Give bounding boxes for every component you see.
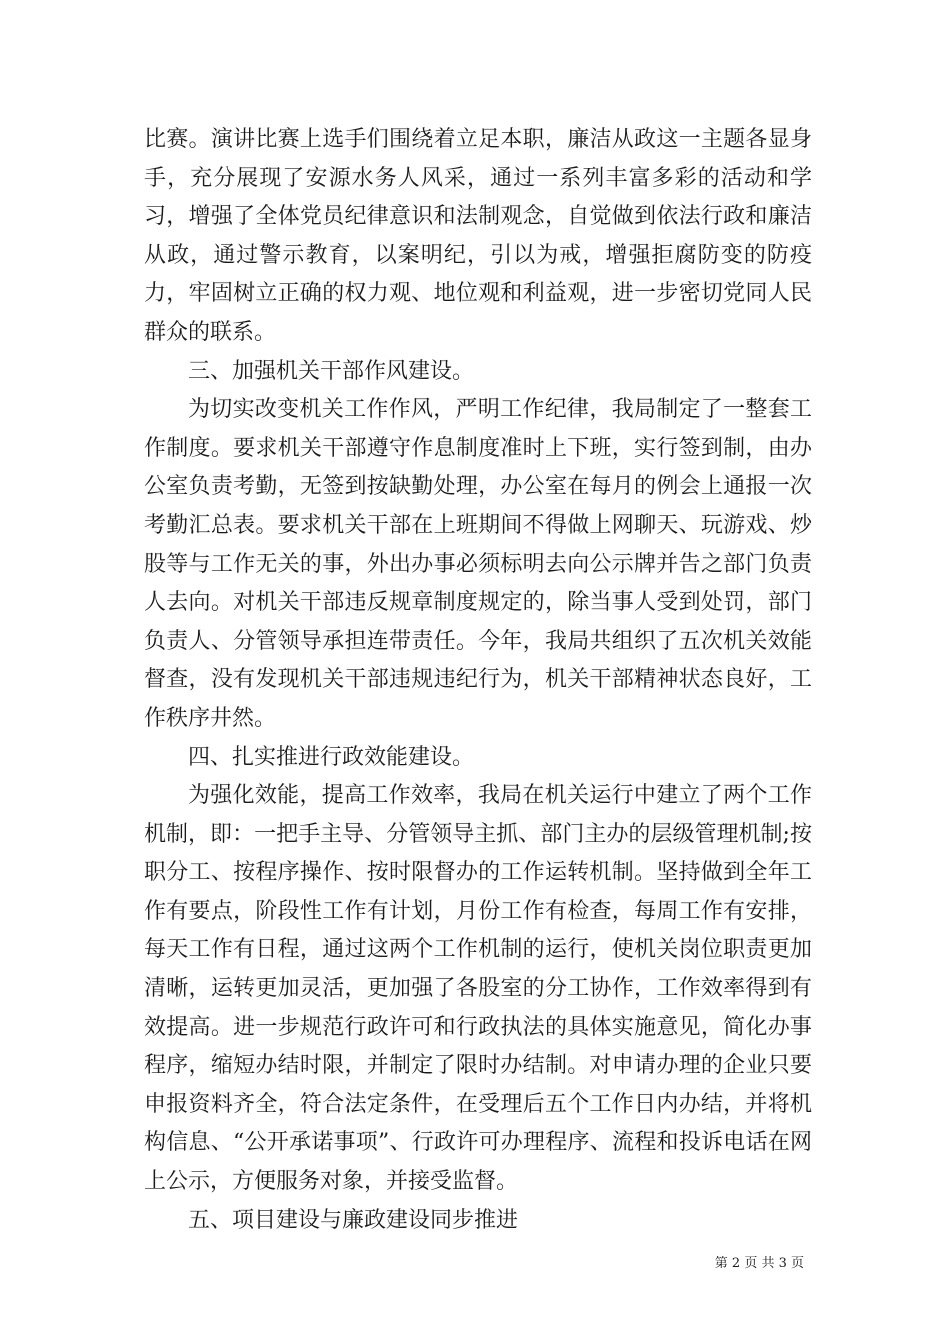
paragraph-efficiency: 为强化效能，提高工作效率，我局在机关运行中建立了两个工作机制，即：一把手主导、分管领导主抓、部门主办的层级管理机制;按职分工、按程序操作、按时限督办的工作运转机制。坚持做到全年工作有要点，阶段性工作有计划，月份工作有检查，每周工作有安排，每天工作有日程，通过这两个工作机制的运行，使机关岗位职责更加清晰，运转更加灵活，更加强了各股室的分工协作，工作效率得到有效提高。进一步规范行政许可和行政执法的具体实施意见，简化办事程序，缩短办结时限，并制定了限时办结制。对申请办理的企业只要申报资料齐全，符合法定条件，在受理后五个工作日内办结，并将机构信息、“公开承诺事项”、行政许可办理程序、流程和投诉电话在网上公示，方便服务对象，并接受监督。 [144,783,812,1195]
document-body [144,121,812,1240]
paragraph-continuation: 比赛。演讲比赛上选手们围绕着立足本职，廉洁从政这一主题各显身手，充分展现了安源水务人风采，通过一系列丰富多彩的活动和学习，增强了全体党员纪律意识和法制观念，自觉做到依法行政和廉洁从政，通过警示教育，以案明纪，引以为戒，增强拒腐防变的防疫力，牢固树立正确的权力观、地位观和利益观，进一步密切党同人民群众的联系。 [144,127,812,345]
section-heading-4: 四、扎实推进行政效能建设。 [188,744,475,770]
section-heading-5: 五、项目建设与廉政建设同步推进 [188,1207,519,1233]
paragraph-work-style: 为切实改变机关工作作风，严明工作纪律，我局制定了一整套工作制度。要求机关干部遵守作息制度准时上下班，实行签到制，由办公室负责考勤，无签到按缺勤处理，办公室在每月的例会上通报一次考勤汇总表。要求机关干部在上班期间不得做上网聊天、玩游戏、炒股等与工作无关的事，外出办事必须标明去向公示牌并告之部门负责人去向。对机关干部违反规章制度规定的，除当事人受到处罚，部门负责人、分管领导承担连带责任。今年，我局共组织了五次机关效能督查，没有发现机关干部违规违纪行为，机关干部精神状态良好，工作秩序井然。 [144,397,812,731]
page-number-footer: 第 2 页 共 3 页 [714,1256,804,1271]
section-heading-3: 三、加强机关干部作风建设。 [188,358,475,384]
